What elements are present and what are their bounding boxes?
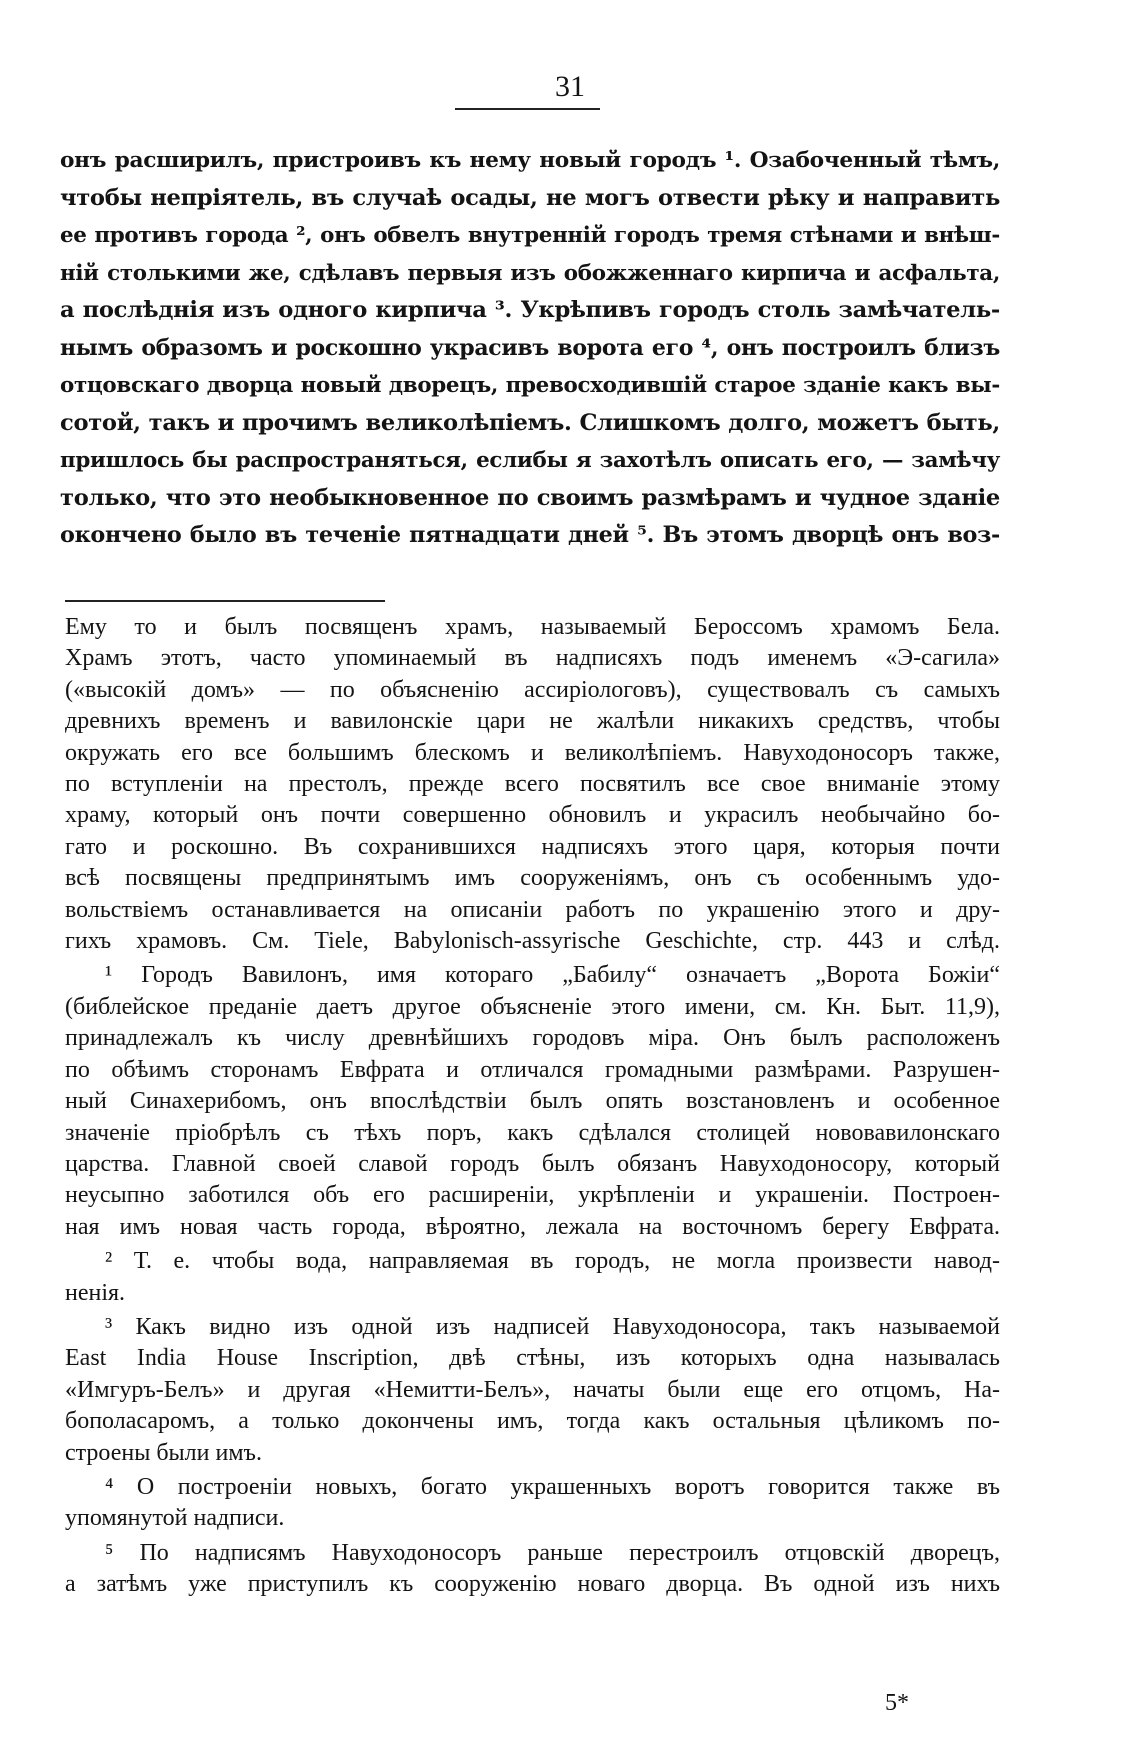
footnote-line: ненія. [65,1279,126,1306]
footnote-line: ный Синахерибомъ, онъ впослѣдствіи былъ опять возстановленъ и особенное [65,1088,1000,1115]
main-text-line: пришлось бы распространяться, еслибы я захотѣлъ описать его, — замѣчу [60,448,1000,473]
footnote-line: ⁴ О построеніи новыхъ, богато украшенныхъ воротъ говорится также въ [105,1473,1000,1500]
footnote-line: Храмъ этотъ, часто упоминаемый въ надписяхъ подъ именемъ «Э-сагила» [65,645,1000,672]
footnote-line: неусыпно заботился объ его расширеніи, укрѣпленіи и украшеніи. Построен- [65,1182,1000,1209]
footnote-line: по обѣимъ сторонамъ Евфрата и отличался громадными размѣрами. Разрушен- [65,1056,1000,1083]
footnote-line: вольствіемъ останавливается на описаніи работъ по украшенію этого и дру- [65,896,1000,923]
header-rule [455,108,600,110]
footnote-separator [65,600,385,602]
main-text-line: а послѣднія изъ одного кирпича ³. Укрѣпивъ городъ столь замѣчатель- [60,297,1000,323]
footnote-line: ² Т. е. чтобы вода, направляемая въ городъ, не могла произвести навод- [105,1248,1000,1275]
footnote-line: древнихъ временъ и вавилонскіе цари не жалѣли никакихъ средствъ, чтобы [65,708,1000,735]
footnote-line: гихъ храмовъ. См. Tiele, Babylonisch-assyrische Geschichte, стр. 443 и слѣд. [65,928,1000,955]
footnote-line: (библейское преданіе даетъ другое объясненіе этого имени, см. Кн. Быт. 11,9), [65,993,1000,1020]
footnote-line: упомянутой надписи. [65,1505,285,1532]
footnote-line: ³ Какъ видно изъ одной изъ надписей Навуходоносора, такъ называемой [105,1313,1000,1340]
signature-mark: 5* [885,1690,909,1716]
main-text-line: сотой, такъ и прочимъ великолѣпіемъ. Слишкомъ долго, можетъ быть, [60,409,1000,436]
footnote-line: строены были имъ. [65,1439,262,1466]
main-text-line: онъ расширилъ, пристроивъ къ нему новый городъ ¹. Озабоченный тѣмъ, [60,148,1000,173]
main-text-line: нымъ образомъ и роскошно украсивъ ворота его ⁴, онъ построилъ близъ [60,334,1000,361]
footnote-line: храму, который онъ почти совершенно обновилъ и украсилъ необычайно бо- [65,802,1000,829]
footnote-line: («высокій домъ» — по объясненію ассиріологовъ), существовалъ съ самыхъ [65,676,1000,703]
footnotes [65,612,1000,1601]
footnote-line: ¹ Городъ Вавилонъ, имя котораго „Бабилу“ означаетъ „Ворота Божіи“ [105,962,1000,989]
footnote-line: ная имъ новая часть города, вѣроятно, лежала на восточномъ берегу Евфрата. [65,1213,1000,1240]
main-text [60,142,1000,555]
footnote-line: ⁵ По надписямъ Навуходоносоръ раньше перестроилъ отцовскій дворецъ, [105,1539,1000,1566]
main-text-line: только, что это необыкновенное по своимъ размѣрамъ и чудное зданіе [60,484,1000,511]
footnote-line: «Имгуръ-Белъ» и другая «Немитти-Белъ», начаты были еще его отцомъ, На- [65,1376,1000,1403]
footnote-line: царства. Главной своей славой городъ былъ обязанъ Навуходоносору, который [65,1150,1000,1177]
footnote-line: а затѣмъ уже приступилъ къ сооруженію новаго дворца. Въ одной изъ нихъ [65,1571,1000,1598]
page-number: 31 [555,70,585,103]
footnote-line: East India House Inscription, двѣ стѣны, изъ которыхъ одна называлась [65,1345,1000,1372]
main-text-line: окончено было въ теченіе пятнадцати дней ⁵. Въ этомъ дворцѣ онъ воз- [60,522,1000,548]
main-text-line: отцовскаго дворца новый дворецъ, превосходившій старое зданіе какъ вы- [60,373,1000,398]
footnote-line: принадлежалъ къ числу древнѣйшихъ городовъ міра. Онъ былъ расположенъ [65,1025,1000,1052]
main-text-line: ее противъ города ², онъ обвелъ внутренній городъ тремя стѣнами и внѣш- [60,223,1000,248]
main-text-line: ній столькими же, сдѣлавъ первыя изъ обожженнаго кирпича и асфальта, [60,260,1000,286]
footnote-line: всѣ посвящены предпринятымъ имъ сооруженіямъ, онъ съ особеннымъ удо- [65,865,1000,892]
footnote-line: гато и роскошно. Въ сохранившихся надписяхъ этого царя, которыя почти [65,833,1000,860]
main-text-line: чтобы непріятель, въ случаѣ осады, не могъ отвести рѣку и направить [60,184,1000,211]
footnote-line: Ему то и былъ посвященъ храмъ, называемый Берoссомъ храмомъ Бела. [65,614,1000,640]
footnote-line: окружать его все большимъ блескомъ и великолѣпіемъ. Навуходоносоръ также, [65,739,1000,766]
footnote-line: значеніе пріобрѣлъ съ тѣхъ поръ, какъ сдѣлался столицей нововавилонскаго [65,1119,1000,1146]
footnote-line: по вступленіи на престолъ, прежде всего посвятилъ все свое вниманіе этому [65,771,1000,798]
footnote-line: бополасаромъ, а только докончены имъ, тогда какъ остальныя цѣликомъ по- [65,1408,1000,1435]
